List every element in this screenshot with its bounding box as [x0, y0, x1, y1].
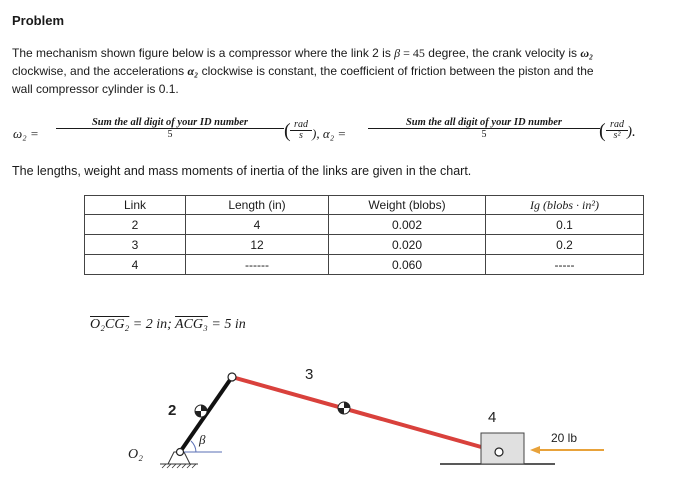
label-link-4: 4: [488, 409, 497, 426]
header-length: Length (in): [186, 196, 329, 215]
pin-a: [228, 373, 236, 381]
cg-marker-link3: [338, 402, 350, 414]
table-cell: ------: [186, 255, 329, 275]
omega-denominator: 5: [167, 129, 173, 140]
omega-unit: rad s: [290, 120, 312, 141]
table-cell: 12: [186, 235, 329, 255]
statement-line-2: clockwise, and the accelerations α₂ clockwise is constant, the coefficient of friction between the piston and the: [12, 64, 594, 78]
length-ratios: O₂CG₂ = 2 in; ACG₃ = 5 in: [90, 317, 246, 332]
beta-symbol: β: [394, 46, 401, 60]
table-cell: 4: [85, 255, 186, 275]
omega-equals: ω₂ =: [13, 126, 39, 141]
table-cell: 0.060: [329, 255, 486, 275]
label-force: 20 lb: [551, 431, 578, 445]
alpha-fraction: [368, 117, 600, 141]
label-beta: β: [199, 432, 206, 447]
label-link-2: 2: [168, 402, 177, 419]
table-row: [85, 215, 644, 235]
label-link-3: 3: [305, 366, 314, 383]
table-cell: 3: [85, 235, 186, 255]
pin-o2: [177, 449, 184, 456]
acg3-length: ACG₃: [175, 317, 208, 332]
table-row: [85, 255, 644, 275]
alpha-unit: rad s²: [606, 120, 628, 141]
omega-numerator: Sum the all digit of your ID number: [56, 117, 284, 129]
problem-heading: Problem: [12, 13, 65, 28]
statement-line-1: The mechanism shown figure below is a compressor where the link 2 is β = 45 degree, the crank velocity is ω₂: [12, 46, 594, 60]
cg-marker-link2: [195, 405, 207, 417]
problem-statement: [12, 44, 696, 98]
alpha-equals: ), α₂ =: [312, 126, 347, 141]
beta-value: = 45: [400, 46, 425, 60]
alpha-symbol: α₂: [187, 64, 199, 78]
table-cell: 0.1: [486, 215, 644, 235]
table-cell: 0.002: [329, 215, 486, 235]
alpha-numerator: Sum the all digit of your ID number: [368, 117, 600, 129]
link-properties-table: [84, 195, 644, 275]
table-row: [85, 235, 644, 255]
omega-fraction: [56, 117, 284, 141]
omega-symbol: ω₂: [580, 46, 594, 60]
table-cell: 4: [186, 215, 329, 235]
header-weight: Weight (blobs): [329, 196, 486, 215]
header-inertia: Ig (blobs · in²): [486, 196, 644, 215]
force-arrowhead: [530, 446, 540, 454]
piston-block: [481, 433, 524, 464]
pin-b: [495, 448, 503, 456]
label-o2: O₂: [128, 447, 143, 462]
statement-line-3: wall compressor cylinder is 0.1.: [12, 82, 179, 96]
formula-end: ).: [627, 124, 636, 140]
compressor-mechanism-figure: [0, 340, 700, 486]
table-header-row: [85, 196, 644, 215]
omega-open-paren: (: [284, 120, 291, 142]
table-cell: -----: [486, 255, 644, 275]
alpha-denominator: 5: [481, 129, 487, 140]
alpha-open-paren: (: [599, 120, 606, 142]
header-link: Link: [85, 196, 186, 215]
table-cell: 0.020: [329, 235, 486, 255]
beta-arc: [191, 441, 196, 452]
table-intro: The lengths, weight and mass moments of inertia of the links are given in the chart.: [12, 164, 472, 178]
table-cell: 2: [85, 215, 186, 235]
link-3-connecting-rod: [232, 377, 499, 452]
o2cg2-length: O₂CG₂: [90, 317, 130, 332]
table-cell: 0.2: [486, 235, 644, 255]
